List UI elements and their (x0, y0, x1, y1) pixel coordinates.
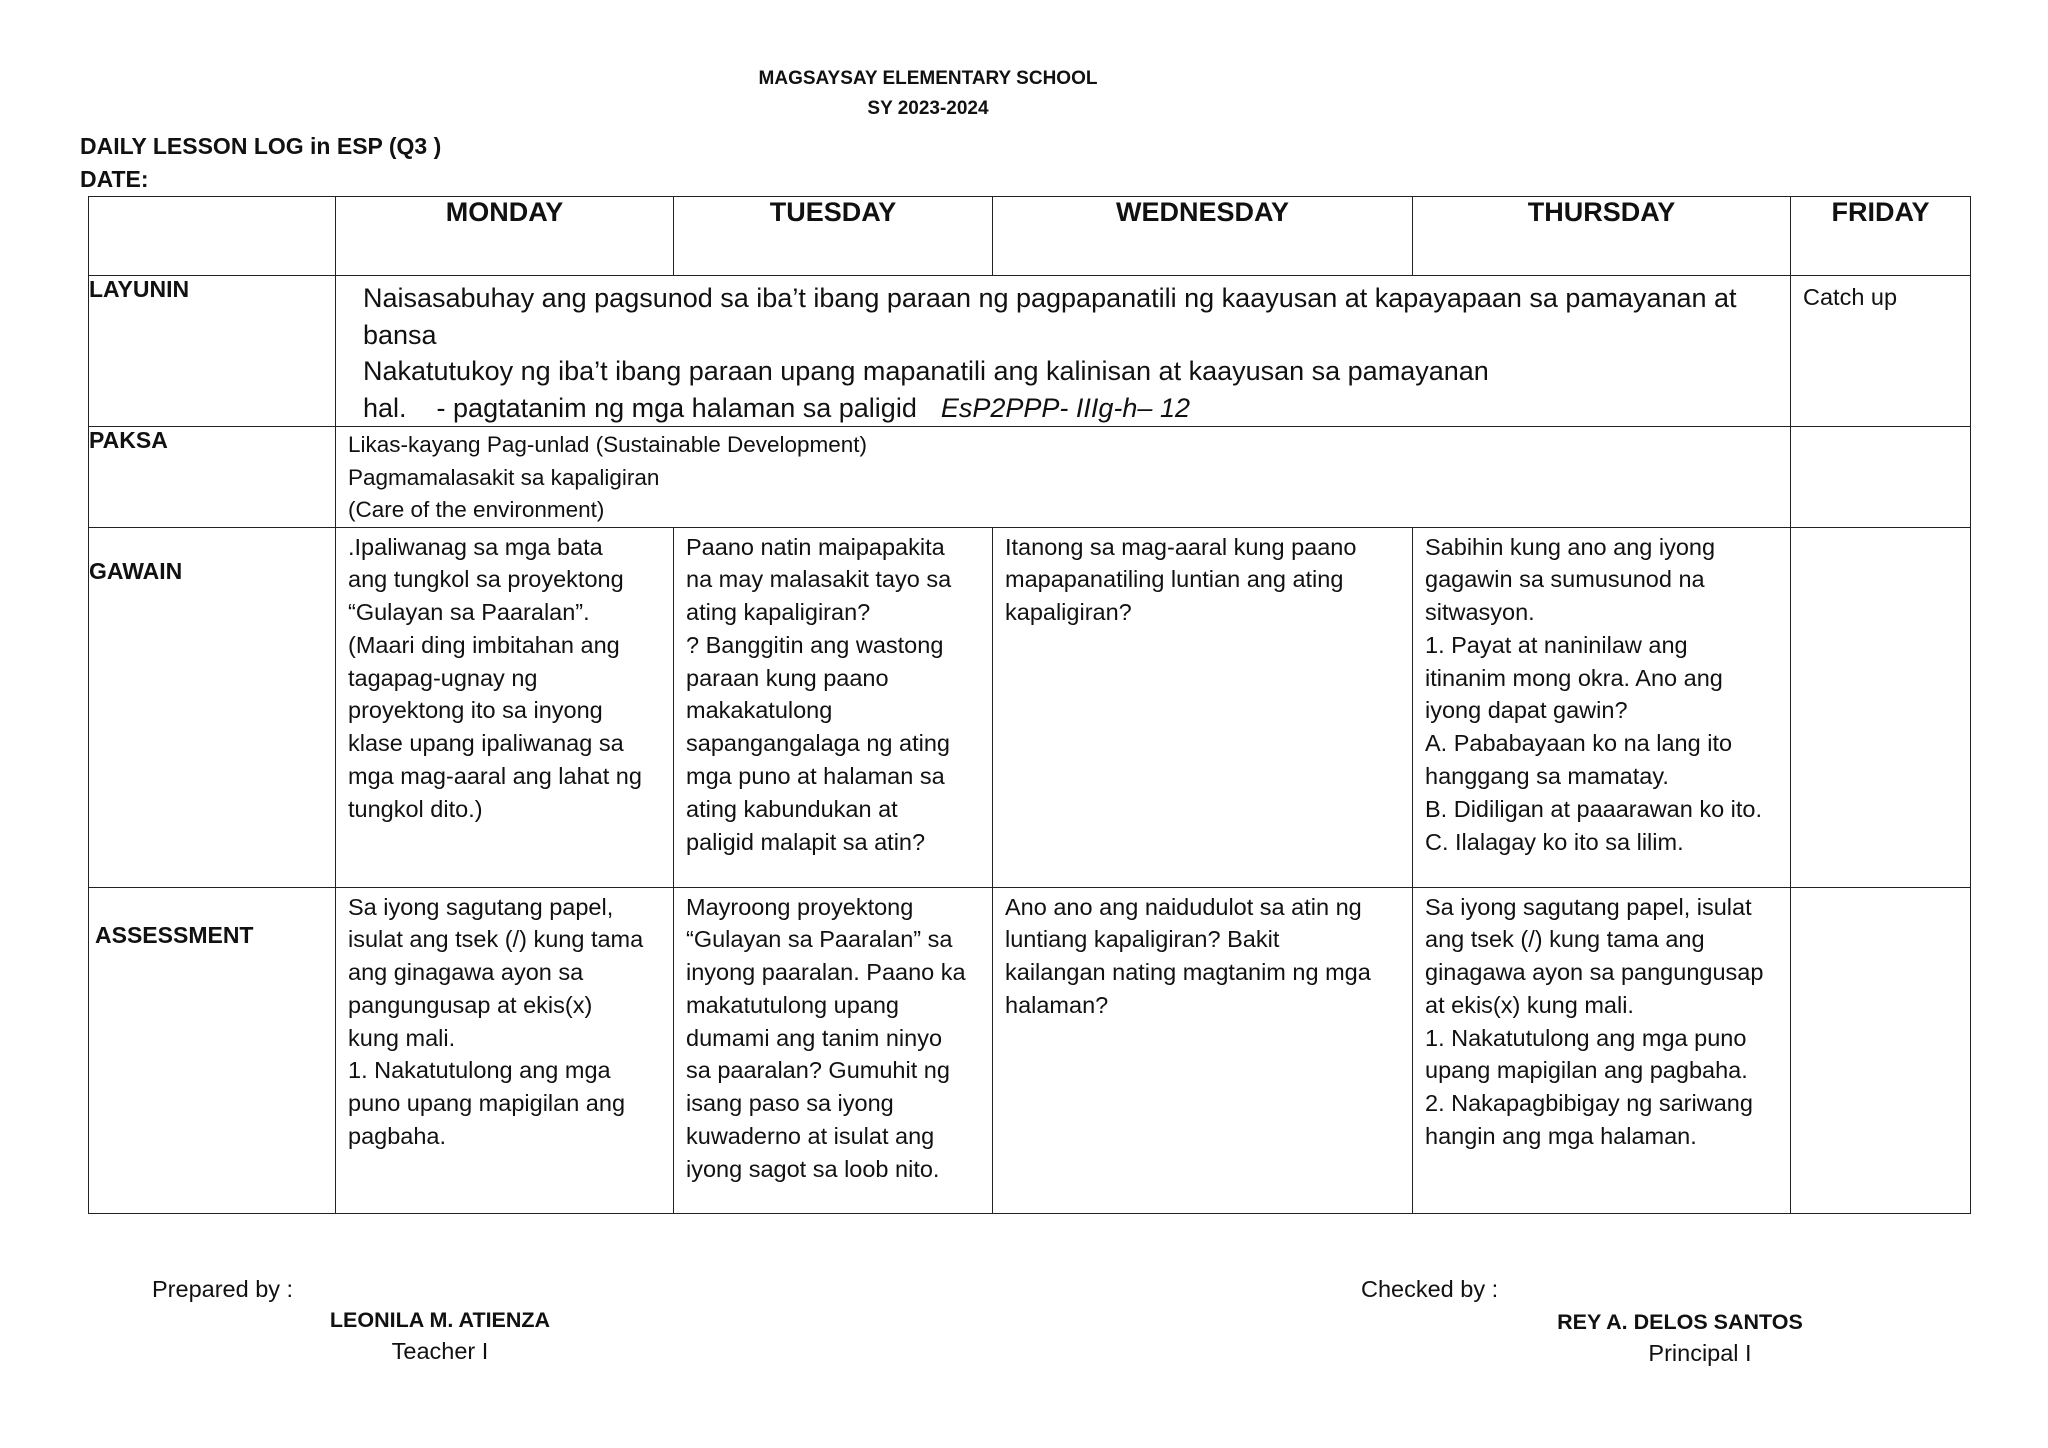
paksa-content (336, 427, 1791, 528)
checked-by-label: Checked by : (1361, 1276, 1499, 1302)
document-title: DAILY LESSON LOG in ESP (Q3 ) (80, 133, 442, 159)
paksa-row (89, 427, 1971, 528)
day-header-wednesday: WEDNESDAY (993, 197, 1413, 276)
gawain-wednesday (993, 527, 1413, 887)
gawain-label-text: GAWAIN (89, 557, 183, 584)
gawain-tuesday-text: Paano natin maipapakita na may malasakit tayo sa ating kapaligiran? ? Banggitin ang wastong paraan kung paano makakatulong sapangangalaga ng ating mga puno at halaman sa ating kabundukan at paligid malapit sa atin? (686, 533, 952, 855)
assessment-tuesday-text: Mayroong proyektong “Gulayan sa Paaralan” sa inyong paaralan. Paano ka makatutulong upang dumami ang tanim ninyo sa paaralan? Gumuhit ng isang paso sa iyong kuwaderno at isulat ang iyong sagot sa loob nito. (686, 893, 966, 1182)
day-header-tuesday: TUESDAY (674, 197, 993, 276)
checked-by-name: REY A. DELOS SANTOS (1557, 1310, 1803, 1334)
gawain-monday (336, 527, 674, 887)
paksa-line-2: Pagmamalasakit sa kapaligiran (348, 464, 660, 490)
assessment-friday (1791, 887, 1971, 1213)
assessment-tuesday (674, 887, 993, 1213)
catch-up-text: Catch up (1803, 284, 1898, 310)
assessment-row (89, 887, 1971, 1213)
assessment-wednesday-text: Ano ano ang naidudulot sa atin ng luntiang kapaligiran? Bakit kailangan nating magtanim ng mga halaman? (1005, 893, 1371, 1018)
gawain-tuesday (674, 527, 993, 887)
paksa-line-1: Likas-kayang Pag-unlad (Sustainable Development) (348, 432, 868, 457)
objective-line-1: Naisasabuhay ang pagsunod sa iba’t ibang paraan ng pagpapanatili ng kaayusan at kapayapaan sa pamayanan at bansa (363, 283, 1737, 350)
paksa-line-3: (Care of the environment) (348, 497, 605, 522)
day-header-monday: MONDAY (336, 197, 674, 276)
layunin-objectives (336, 276, 1791, 427)
assessment-wednesday (993, 887, 1413, 1213)
prepared-by-label: Prepared by : (152, 1276, 294, 1302)
row-label-layunin: LAYUNIN (89, 276, 336, 427)
assessment-thursday (1413, 887, 1791, 1213)
competency-code: EsP2PPP- IIIg-h– 12 (940, 392, 1190, 423)
objective-line-3 (363, 390, 1776, 427)
row-label-assessment (89, 887, 336, 1213)
assessment-monday-text: Sa iyong sagutang papel, isulat ang tsek (/) kung tama ang ginagawa ayon sa pangungusap at ekis(x) kung mali. 1. Nakatutulong ang mga puno upang mapigilan ang pagbaha. (348, 893, 644, 1150)
assessment-label-text: ASSESSMENT (95, 921, 254, 948)
prepared-by-role: Teacher I (391, 1338, 489, 1364)
gawain-wednesday-text: Itanong sa mag-aaral kung paano mapapanatiling luntian ang ating kapaligiran? (1005, 533, 1357, 626)
corner-cell (89, 197, 336, 276)
lesson-log-table (88, 196, 1971, 1214)
assessment-thursday-text: Sa iyong sagutang papel, isulat ang tsek (/) kung tama ang ginagawa ayon sa pangungusap at ekis(x) kung mali. 1. Nakatutulong ang mga puno upang mapigilan ang pagbaha. 2. Nakapagbibigay ng sariwang hangin ang mga halaman. (1425, 893, 1764, 1150)
school-year: SY 2023-2024 (867, 98, 989, 119)
checked-by-role: Principal I (1648, 1340, 1752, 1366)
gawain-thursday (1413, 527, 1791, 887)
layunin-friday (1791, 276, 1971, 427)
objective-line-2: Nakatutukoy ng iba’t ibang paraan upang mapanatili ang kalinisan at kaayusan sa pamayanan (363, 356, 1489, 386)
date-label: DATE: (80, 166, 149, 192)
paksa-friday (1791, 427, 1971, 528)
day-header-friday: FRIDAY (1791, 197, 1971, 276)
objective-example: hal. - pagtatanim ng mga halaman sa paligid (363, 392, 917, 423)
gawain-thursday-text: Sabihin kung ano ang iyong gagawin sa sumusunod na sitwasyon. 1. Payat at naninilaw ang itinanim mong okra. Ano ang iyong dapat gawin? A. Pababayaan ko na lang ito hanggang sa mamatay. B. Didiligan at paaarawan ko ito. C. Ilalagay ko ito sa lilim. (1425, 533, 1763, 855)
school-name: MAGSAYSAY ELEMENTARY SCHOOL (758, 68, 1098, 89)
prepared-by-name: LEONILA M. ATIENZA (329, 1308, 551, 1332)
day-header-thursday: THURSDAY (1413, 197, 1791, 276)
gawain-monday-text: .Ipaliwanag sa mga bata ang tungkol sa proyektong “Gulayan sa Paaralan”. (Maari ding imbitahan ang tagapag-ugnay ng proyektong ito sa inyong klase upang ipaliwanag sa mga mag-aaral ang lahat ng tungkol dito.) (348, 533, 642, 822)
gawain-friday (1791, 527, 1971, 887)
layunin-row (89, 276, 1971, 427)
row-label-paksa: PAKSA (89, 427, 336, 528)
row-label-gawain (89, 527, 336, 887)
gawain-row (89, 527, 1971, 887)
day-header-row (89, 197, 1971, 276)
assessment-monday (336, 887, 674, 1213)
